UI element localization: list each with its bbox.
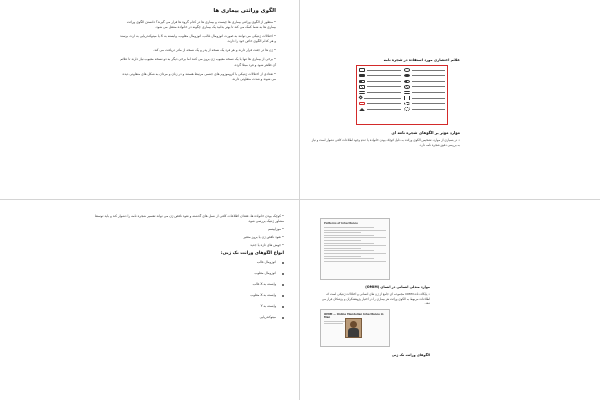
symbol-label-line <box>412 109 446 110</box>
consanguinity-line-icon <box>404 91 410 94</box>
page-title: الگوی وراثتی بیماری ها <box>213 8 276 14</box>
list-item: وابسته به Y <box>94 304 284 308</box>
symbol-row <box>359 90 401 94</box>
embedded-title: OMIM — Online Mendelian Inheritance in Man <box>324 312 384 319</box>
half-square-icon <box>359 80 365 83</box>
square-symbol-icon <box>359 68 365 71</box>
inheritance-type-list <box>94 260 284 319</box>
twins-symbol-icon <box>404 96 410 99</box>
symbol-label-line <box>412 81 446 82</box>
embedded-text-line <box>324 243 374 244</box>
embedded-omim-screenshot <box>320 309 390 347</box>
embedded-text-line <box>324 261 386 262</box>
paragraph: • پایگاه داده OMIM مجموعه ای جامع از ژن های انسانی و اختلالات ژنتیکی است که اطلاعات مربوط به الگوی وراثت هر بیماری را در اختیار پژوهشگران و پزشکان قرار می دهد. <box>321 292 430 306</box>
symbol-row <box>359 101 401 105</box>
page-text-block <box>118 8 276 86</box>
symbol-label-line <box>412 75 446 76</box>
paragraph: • برخی از بیماری ها تنها با یک نسخه معیوب ژن بروز می کنند اما برخی دیگر به دو نسخه معیوب نیاز دارند تا علائم آن ظاهر شود و فرد مبتلا گردد. <box>120 57 276 67</box>
embedded-text-line <box>324 250 374 251</box>
portrait-body <box>348 328 359 337</box>
symbol-row <box>404 74 446 78</box>
embedded-text-line <box>324 227 374 228</box>
deceased-circle-icon <box>404 85 410 88</box>
embedded-text-line <box>324 258 374 259</box>
symbol-label-line <box>412 70 446 71</box>
symbol-label-line <box>367 92 401 93</box>
unknown-symbol-icon <box>404 107 410 110</box>
symbol-row <box>404 96 446 100</box>
symbol-label-line <box>367 75 401 76</box>
section-heading: انواع الگوهای وراثت تک ژنی: <box>220 251 284 257</box>
paragraph: • منظور از الگوی وراثتی بیماری ها چیست و بیماری ها در کدام گروه ها قرار می گیرند؟ دانستن الگوی وراثت بیماری ها به شما کمک می کند تا بهتر بدانید یک بیماری چگونه در خانواده منتقل می شود. <box>126 20 276 30</box>
deceased-square-icon <box>359 85 365 88</box>
list-item: میتوکندریایی <box>94 315 284 319</box>
page-bottom-left <box>0 200 299 400</box>
symbol-row <box>404 79 446 83</box>
paragraph: • اختلالات ژنتیکی می توانند به صورت اتوزومال غالب، اتوزومال مغلوب، وابسته به X یا میتوکندریایی به ارث برسند و هر کدام الگوی خاص خود را دارند. <box>120 34 276 44</box>
adopted-symbol-icon <box>404 102 410 105</box>
symbol-label-line <box>412 86 446 87</box>
symbol-label-line <box>367 86 401 87</box>
paragraph: • جهش های تازه یا جدید <box>250 243 284 248</box>
paragraph: • کوچک بودن خانواده ها، فقدان اطلاعات کافی از نسل های گذشته و نفوذ ناقص ژن می تواند تفسیر شجره نامه را دشوار کند و باید توسط مشاور ژنتیک بررسی شود. <box>94 214 284 224</box>
diamond-symbol-icon <box>358 96 363 101</box>
symbol-row <box>359 74 401 78</box>
page-top-right <box>300 0 600 199</box>
page-text-block <box>318 218 430 357</box>
symbol-row <box>404 85 446 89</box>
page-top-left <box>0 0 299 199</box>
symbol-label-line <box>412 92 446 93</box>
symbol-label-line <box>367 81 401 82</box>
triangle-symbol-icon <box>359 108 365 111</box>
portrait-image <box>345 318 362 338</box>
symbol-row <box>404 107 446 111</box>
symbol-label-line <box>367 109 401 110</box>
paragraph: • نفوذ ناقص ژن یا بروز متغیر <box>243 235 284 240</box>
filled-circle-icon <box>404 74 410 77</box>
page-text-block <box>94 214 284 326</box>
paragraph: • تعدادی از اختلالات ژنتیکی با کروموزوم های جنسی مرتبط هستند و در زنان و مردان به شکل های متفاوتی دیده می شوند و شدت متفاوتی دارند. <box>122 71 276 81</box>
embedded-text-line <box>324 256 361 257</box>
embedded-text-line <box>324 240 361 241</box>
symbol-row <box>404 101 446 105</box>
symbol-row <box>359 79 401 83</box>
symbol-label-line <box>412 98 446 99</box>
embedded-web-screenshot <box>320 218 390 280</box>
section-title: موارد موثر بر الگوهای شجره نامه ای <box>391 130 460 135</box>
symbol-label-line <box>367 70 401 71</box>
paragraph: • موزاییسم <box>267 227 284 232</box>
symbol-row <box>359 85 401 89</box>
embedded-text-line <box>324 230 386 231</box>
list-item: اتوزومال مغلوب <box>94 271 284 275</box>
page-text-block <box>310 58 460 147</box>
embedded-text-line <box>324 235 374 236</box>
list-item: اتوزومال غالب <box>94 260 284 264</box>
list-item: وابسته به X مغلوب <box>94 293 284 297</box>
symbol-label-line <box>367 103 401 104</box>
symbol-row <box>359 68 401 72</box>
paragraph: • در بسیاری از موارد، تشخیص الگوی وراثت به دلیل کوچک بودن خانواده یا عدم وجود اطلاعات کافی دشوار است و نیاز به بررسی دقیق شجره نامه دارد. <box>311 138 460 147</box>
symbol-row <box>404 90 446 94</box>
list-item: وابسته به X غالب <box>94 282 284 286</box>
symbol-row <box>404 68 446 72</box>
half-circle-icon <box>404 80 410 83</box>
embedded-text-line <box>324 248 361 249</box>
embedded-title: Patterns of Inheritance <box>324 222 358 225</box>
filled-square-icon <box>359 74 365 77</box>
embedded-text-line <box>324 245 386 246</box>
page-bottom-right <box>300 200 600 400</box>
circle-symbol-icon <box>404 68 410 71</box>
symbol-label-line <box>364 98 400 99</box>
embedded-text-line <box>324 232 361 233</box>
section-heading: الگوهای وراثت تک ژنی <box>391 352 430 357</box>
pedigree-symbol-table <box>356 65 448 125</box>
portrait-head <box>350 321 357 328</box>
embedded-text-line <box>324 323 343 324</box>
symbol-label-line <box>412 103 446 104</box>
embedded-text-line <box>324 253 386 254</box>
figure-caption: موارد مندلی انسانی در انسان (OMIM) <box>365 285 430 289</box>
symbol-row <box>359 107 401 111</box>
symbol-grid <box>359 68 445 111</box>
symbol-row <box>359 96 401 100</box>
marriage-line-icon <box>359 91 365 94</box>
proband-symbol-icon <box>359 102 365 105</box>
paragraph: • ژن ها در جفت قرار دارند و هر فرد یک نسخه از پدر و یک نسخه از مادر دریافت می کند. <box>153 48 276 53</box>
table-caption: علائم اختصاری مورد استفاده در شجره نامه <box>383 58 460 62</box>
embedded-text-line <box>324 237 386 238</box>
